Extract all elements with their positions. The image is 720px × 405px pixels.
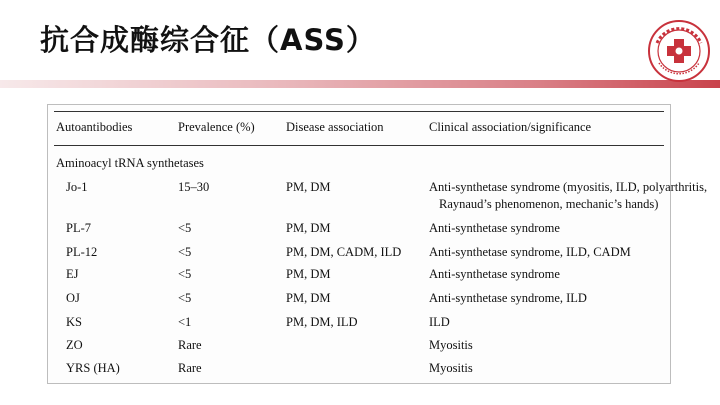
disease-association-value: PM, DM: [286, 180, 331, 194]
disease-association-value: PM, DM: [286, 221, 331, 235]
clinical-association-value: Anti-synthetase syndrome: [429, 267, 560, 281]
disease-association-value: PM, DM: [286, 267, 331, 281]
disease-association-value: PM, DM, CADM, ILD: [286, 245, 402, 259]
prevalence-value: <5: [178, 245, 192, 259]
clinical-association-value-cont: Raynaud’s phenomenon, mechanic’s hands): [439, 197, 659, 211]
prevalence-value: <5: [178, 267, 192, 281]
prevalence-value: 15–30: [178, 180, 210, 194]
autoantibody-name: PL-7: [66, 221, 91, 235]
title-divider-band: [0, 80, 720, 88]
clinical-association-value: Anti-synthetase syndrome: [429, 221, 560, 235]
header-prevalence: Prevalence (%): [178, 120, 255, 134]
clinical-association-value: Myositis: [429, 361, 473, 375]
clinical-association-value: Anti-synthetase syndrome, ILD: [429, 291, 587, 305]
prevalence-value: <1: [178, 315, 192, 329]
group-label: Aminoacyl tRNA synthetases: [56, 156, 204, 170]
header-clinical-association: Clinical association/significance: [429, 120, 592, 134]
clinical-association-value: ILD: [429, 315, 450, 329]
prevalence-value: Rare: [178, 338, 202, 352]
autoantibody-name: KS: [66, 315, 82, 329]
clinical-association-value: Anti-synthetase syndrome, ILD, CADM: [429, 245, 631, 259]
autoantibody-name: YRS (HA): [66, 361, 120, 375]
slide-title: 抗合成酶综合征（ASS）: [40, 23, 376, 57]
table-top-rule: [54, 111, 664, 112]
autoantibody-name: PL-12: [66, 245, 98, 259]
autoantibody-name: OJ: [66, 291, 80, 305]
prevalence-value: <5: [178, 291, 192, 305]
autoantibody-name: Jo-1: [66, 180, 88, 194]
clinical-association-value: Anti-synthetase syndrome (myositis, ILD, polyarthritis,: [429, 180, 708, 194]
disease-association-value: PM, DM, ILD: [286, 315, 358, 329]
disease-association-value: PM, DM: [286, 291, 331, 305]
clinical-association-value: Myositis: [429, 338, 473, 352]
autoantibody-name: ZO: [66, 338, 83, 352]
prevalence-value: <5: [178, 221, 192, 235]
header-disease-association: Disease association: [286, 120, 384, 134]
autoantibody-name: EJ: [66, 267, 79, 281]
hospital-seal-logo-icon: [647, 19, 711, 83]
autoantibody-table: [47, 104, 708, 384]
header-autoantibodies: Autoantibodies: [56, 120, 133, 134]
table-header-rule: [54, 145, 664, 146]
prevalence-value: Rare: [178, 361, 202, 375]
